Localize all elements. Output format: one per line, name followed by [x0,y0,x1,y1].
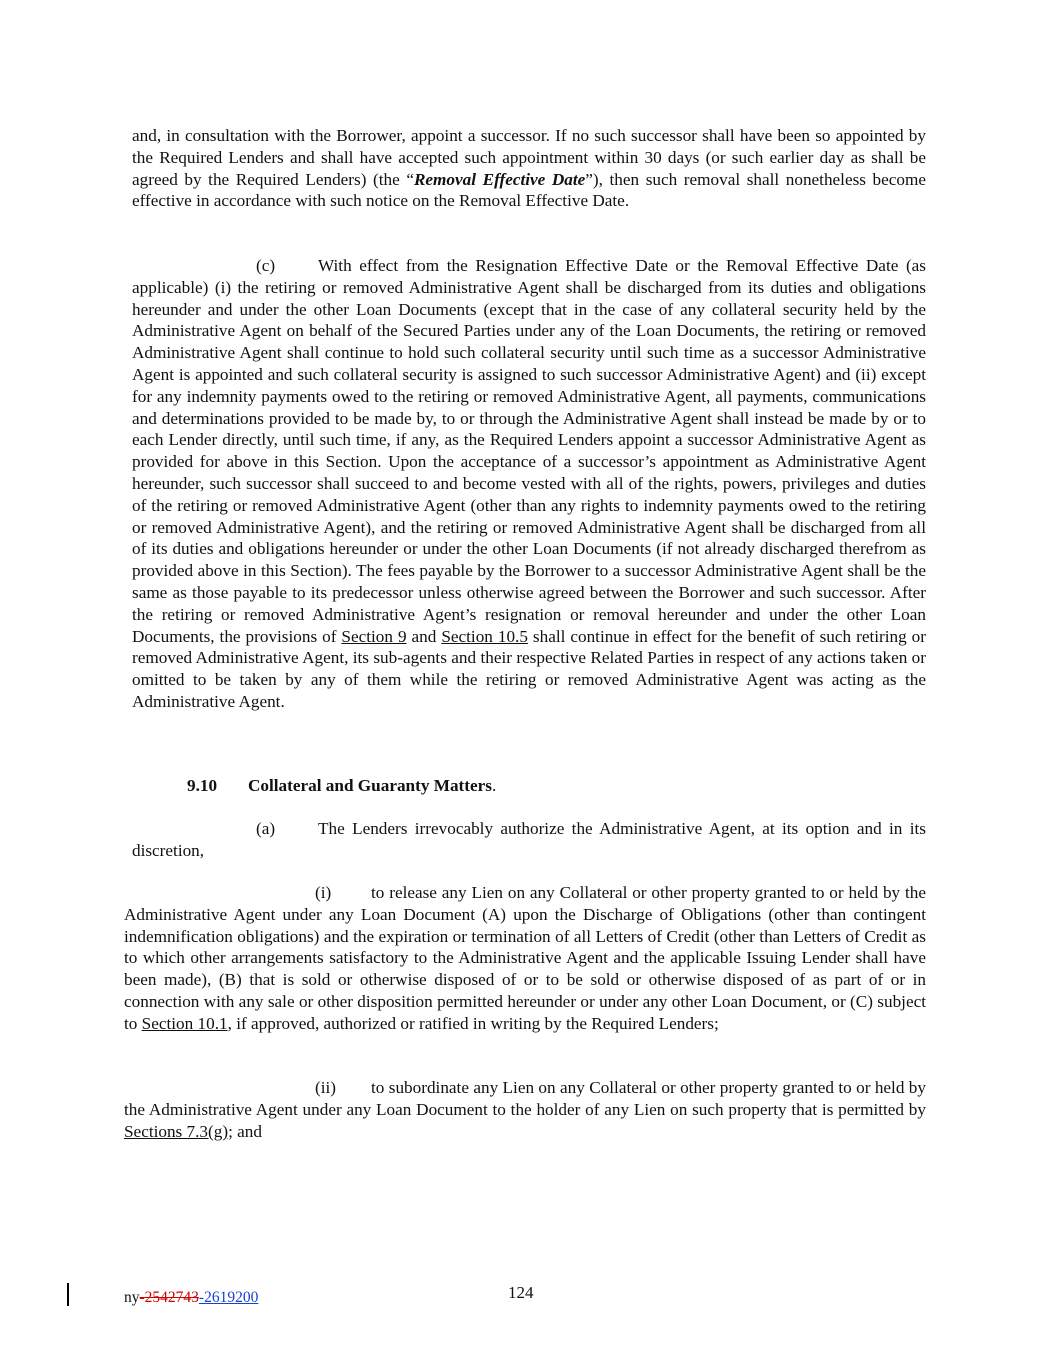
section-heading-9-10: 9.10 Collateral and Guaranty Matters. [187,776,497,795]
change-bar [67,1283,69,1306]
paragraph-c-label: (c) [256,256,276,275]
section-number: 9.10 [187,776,218,795]
deleted-doc-number: -2542743 [139,1289,199,1306]
paragraph-i: (i) to release any Lien on any Collateral or other property granted to or held by the Administrative Agent under any Loan Document (A) upon the Discharge of Obligations (other than contingent indemnification obligations) and the expiration or termination of all Letters of Credit (other than Letters of Credit as to which other arrangements satisfactory to the Administrative Agent and the applicable Issuing Lender shall have been made), (B) that is sold or otherwise disposed of or to be sold or otherwise disposed of as part of or in connection with any sale or other disposition permitted hereunder or under any other Loan Document, or (C) subject to Section 10.1, if approved, authorized or ratified in writing by the Required Lenders; [124,883,926,1033]
defined-term-removal-effective-date: Removal Effective Date [413,169,586,189]
paragraph-a: (a) The Lenders irrevocably authorize the Administrative Agent, at its option and in its discretion, [132,819,926,860]
paragraph-ii-label: (ii) [315,1078,336,1097]
cross-reference-sections-7-3-g: Sections 7.3(g) [124,1121,229,1141]
paragraph-c: (c) With effect from the Resignation Effective Date or the Removal Effective Date (as applicable) (i) the retiring or removed Administrative Agent shall be discharged from its duties and obligations hereunder and under the other Loan Documents (except that in the case of any collateral security held by the Administrative Agent on behalf of the Secured Parties under any of the Loan Documents, the retiring or removed Administrative Agent shall continue to hold such collateral security until such time as a successor Administrative Agent is appointed and such collateral security is assigned to such successor Administrative Agent) and (ii) except for any indemnity payments owed to the retiring or removed Administrative Agent, all payments, communications and determinations provided to be made by, to or through the Administrative Agent shall instead be made by or to each Lender directly, until such time, if any, as the Required Lenders appoint a successor Administrative Agent as provided for above in this Section. Upon the acceptance of a successor’s appointment as Administrative Agent hereunder, such successor shall succeed to and become vested with all of the rights, powers, privileges and duties of the retiring or removed Administrative Agent (other than any rights to indemnity payments owed to the retiring or removed Administrative Agent), and the retiring or removed Administrative Agent shall be discharged from all of its duties and obligations hereunder or under the other Loan Documents (if not already discharged therefrom as provided above in this Section). The fees payable by the Borrower to a successor Administrative Agent shall be the same as those payable to its predecessor unless otherwise agreed between the Borrower and such successor. After the retiring or removed Administrative Agent’s resignation or removal hereunder and under the other Loan Documents, the provisions of Section 9 and Section 10.5 shall continue in effect for the benefit of such retiring or removed Administrative Agent, its sub-agents and their respective Related Parties in respect of any actions taken or omitted to be taken by any of them while the retiring or removed Administrative Agent was acting as the Administrative Agent. [132,256,926,711]
paragraph-i-label: (i) [315,883,332,902]
paragraph-removal-continued: and, in consultation with the Borrower, appoint a successor. If no such successor shall have been so appointed by the Required Lenders and shall have accepted such appointment within 30 days (or such earlier day as shall be agreed by the Required Lenders) (the “Removal Effective Date”), then such removal shall nonetheless become effective in accordance with such notice on the Removal Effective Date. [132,126,926,211]
inserted-doc-number: -2619200 [198,1289,259,1306]
paragraph-ii: (ii) to subordinate any Lien on any Collateral or other property granted to or held by the Administrative Agent under any Loan Document to the holder of any Lien on such property that is permitted by Sections 7.3(g); and [124,1078,926,1141]
document-id: ny-2542743-2619200 [124,1289,259,1306]
page-number: 124 [508,1283,534,1302]
section-title: Collateral and Guaranty Matters [248,776,492,795]
cross-reference-section-10-1: Section 10.1 [141,1013,228,1033]
cross-reference-section-9: Section 9 [341,626,407,646]
paragraph-a-label: (a) [256,819,276,838]
cross-reference-section-10-5: Section 10.5 [441,626,528,646]
